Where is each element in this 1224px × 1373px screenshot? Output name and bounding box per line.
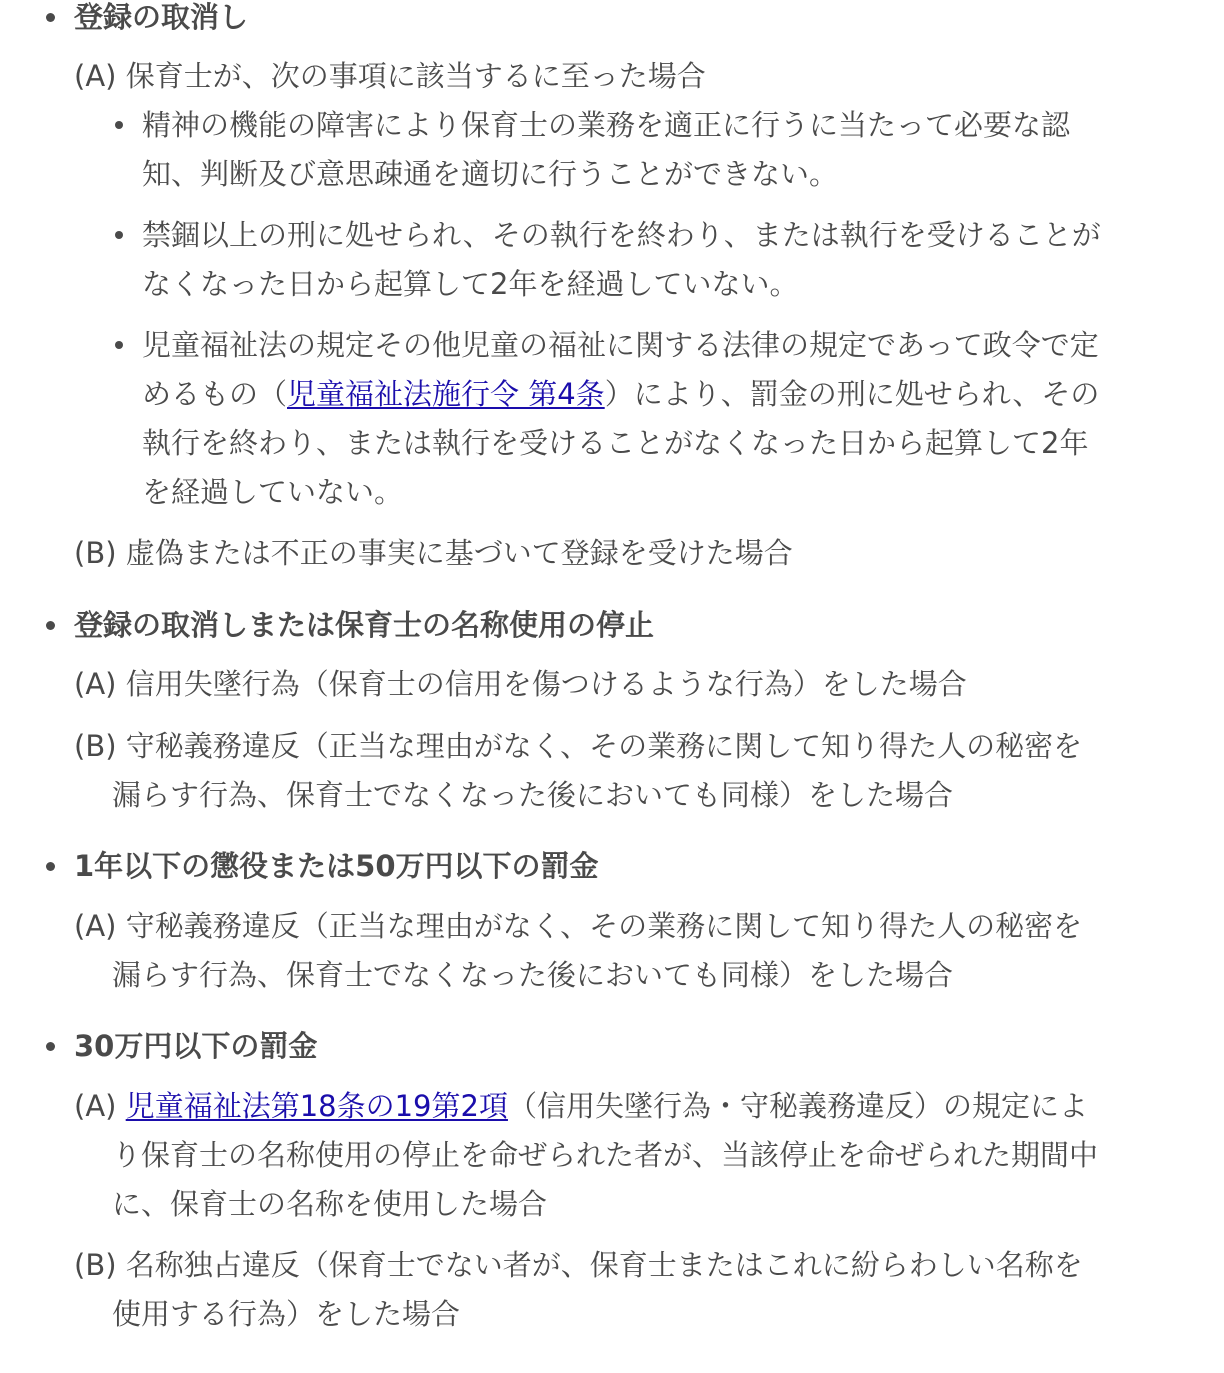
child-welfare-act-article-link[interactable]: 児童福祉法第18条の19第2項 [125,1089,508,1123]
list-item: (B) 守秘義務違反（正当な理由がなく、その業務に関して知り得た人の秘密を 漏らす行為、保育士でなくなった後においても同様）をした場合 [74,729,1083,812]
section-heading: 30万円以下の罰金 [0,1026,317,1066]
bullet-icon [115,121,123,129]
list-item: (B) 名称独占違反（保育士でない者が、保育士またはこれに紛らわしい名称を 使用する行為）をした場合 [74,1248,1083,1331]
item-text: （信用失墜行為・守秘義務違反）の規定によ [507,1089,1088,1123]
item-label: (B) [74,536,117,570]
bullet-icon [46,13,55,22]
enforcement-order-article4-link[interactable]: 児童福祉法施行令 第4条 [287,377,605,411]
bullet-icon [46,621,55,630]
item-text: 名称独占違反（保育士でない者が、保育士またはこれに紛らわしい名称を [125,1248,1083,1282]
section-heading: 登録の取消し [0,0,248,37]
item-label: (B) [74,729,117,763]
item-text: 保育士が、次の事項に該当するに至った場合 [125,59,706,93]
bullet-icon [115,231,123,239]
list-item [74,529,1184,578]
item-label: (A) [74,59,117,93]
item-text: 守秘義務違反（正当な理由がなく、その業務に関して知り得た人の秘密を [125,729,1083,763]
list-item [74,52,1184,101]
sub-list-item: 禁錮以上の刑に処せられ、その執行を終わり、または執行を受けることが なくなった日から起算して2年を経過していない。 [142,211,1182,309]
item-text: 信用失墜行為（保育士の信用を傷つけるような行為）をした場合 [125,667,967,701]
item-text: 虚偽または不正の事実に基づいて登録を受けた場合 [125,536,793,570]
list-item [74,660,1184,709]
item-text: 守秘義務違反（正当な理由がなく、その業務に関して知り得た人の秘密を [125,909,1083,943]
bullet-icon [46,862,55,871]
item-label: (A) [74,909,117,943]
bullet-icon [46,1042,55,1051]
sub-list-item: 精神の機能の障害により保育士の業務を適正に行うに当たって必要な認 知、判断及び意思疎通を適切に行うことができない。 [142,101,1182,199]
item-label: (A) [74,667,117,701]
item-label: (A) [74,1089,117,1123]
list-item: (A) 児童福祉法第18条の19第2項（信用失墜行為・守秘義務違反）の規定によ り保育士の名称使用の停止を命ぜられた者が、当該停止を命ぜられた期間中 に、保育士の名称を使用した場合 [74,1089,1099,1221]
section-heading: 登録の取消しまたは保育士の名称使用の停止 [0,605,654,645]
sub-list-item: 児童福祉法の規定その他児童の福祉に関する法律の規定であって政令で定 めるもの（児童福祉法施行令 第4条）により、罰金の刑に処せられ、その 執行を終わり、または執行を受けることがなくなった日から起算して2年 を経過していない。 [142,321,1182,517]
item-label: (B) [74,1248,117,1282]
section-heading: 1年以下の懲役または50万円以下の罰金 [0,846,599,886]
list-item: (A) 守秘義務違反（正当な理由がなく、その業務に関して知り得た人の秘密を 漏らす行為、保育士でなくなった後においても同様）をした場合 [74,909,1083,992]
bullet-icon [115,341,123,349]
